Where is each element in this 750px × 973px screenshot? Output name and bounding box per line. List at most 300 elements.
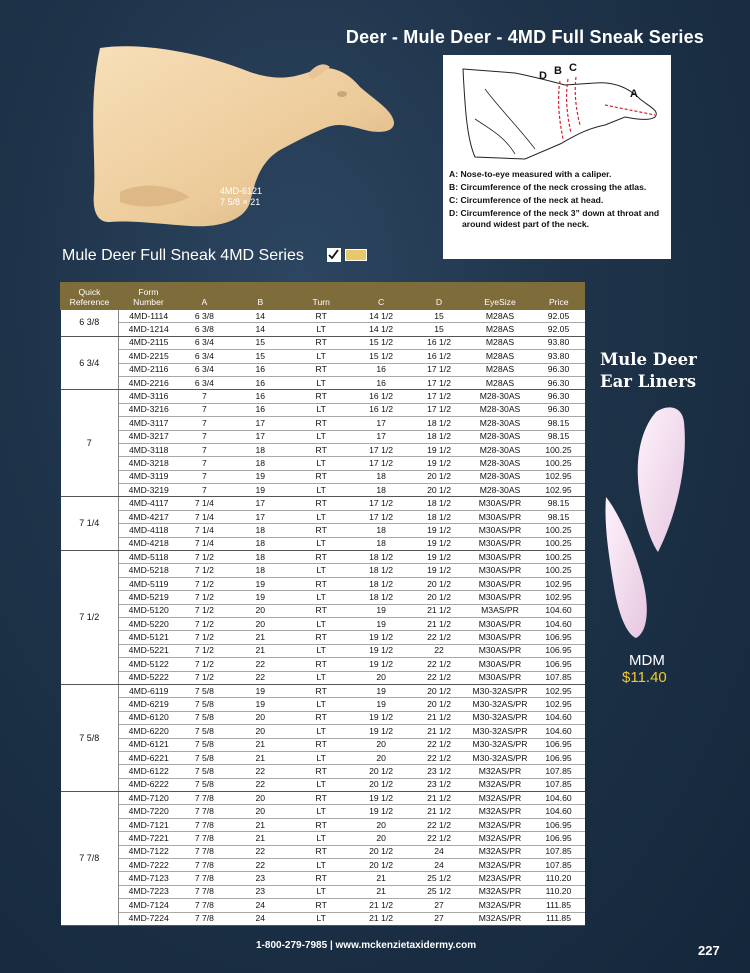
- d-cell: 19 1/2: [410, 524, 468, 537]
- a-cell: 7 1/2: [178, 644, 230, 657]
- b-cell: 23: [230, 872, 290, 885]
- b-cell: 20: [230, 617, 290, 630]
- form-caption: [220, 186, 262, 208]
- table-row: [61, 805, 586, 818]
- table-row: [61, 859, 586, 872]
- form-number-cell: 4MD-1114: [118, 310, 178, 323]
- d-cell: 24: [410, 845, 468, 858]
- price-cell: 96.30: [532, 390, 585, 403]
- price-cell: 100.25: [532, 457, 585, 470]
- c-cell: 14 1/2: [352, 310, 410, 323]
- form-number-cell: 4MD-2215: [118, 350, 178, 363]
- a-cell: 7 7/8: [178, 885, 230, 898]
- eyesize-cell: M30AS/PR: [468, 617, 532, 630]
- eyesize-cell: M30-32AS/PR: [468, 751, 532, 764]
- d-cell: 17 1/2: [410, 390, 468, 403]
- c-cell: 18: [352, 470, 410, 483]
- price-cell: 102.95: [532, 684, 585, 697]
- turn-cell: LT: [290, 457, 352, 470]
- d-cell: 17 1/2: [410, 376, 468, 389]
- b-cell: 16: [230, 363, 290, 376]
- b-cell: 19: [230, 484, 290, 497]
- a-cell: 7 7/8: [178, 845, 230, 858]
- c-cell: 20 1/2: [352, 859, 410, 872]
- eyesize-cell: M32AS/PR: [468, 792, 532, 805]
- b-cell: 19: [230, 577, 290, 590]
- header-quick-reference-label: Quick Reference: [69, 287, 110, 307]
- b-cell: 22: [230, 845, 290, 858]
- form-number-cell: 4MD-7124: [118, 899, 178, 912]
- eyesize-cell: M28-30AS: [468, 443, 532, 456]
- a-cell: 7 7/8: [178, 805, 230, 818]
- form-number-cell: 4MD-6122: [118, 765, 178, 778]
- eyesize-cell: M30AS/PR: [468, 497, 532, 510]
- turn-cell: RT: [290, 845, 352, 858]
- c-cell: 19: [352, 617, 410, 630]
- price-cell: 107.85: [532, 765, 585, 778]
- ear-liners-title-line1: Mule Deer: [600, 350, 697, 369]
- c-cell: 16 1/2: [352, 403, 410, 416]
- price-cell: 106.95: [532, 738, 585, 751]
- d-cell: 19 1/2: [410, 457, 468, 470]
- price-cell: 100.25: [532, 443, 585, 456]
- turn-cell: RT: [290, 336, 352, 349]
- d-cell: 17 1/2: [410, 403, 468, 416]
- turn-cell: LT: [290, 484, 352, 497]
- eyesize-cell: M32AS/PR: [468, 912, 532, 925]
- form-number-cell: 4MD-7120: [118, 792, 178, 805]
- d-cell: 20 1/2: [410, 591, 468, 604]
- header-turn: Turn: [290, 282, 352, 310]
- eyesize-cell: M28-30AS: [468, 484, 532, 497]
- turn-cell: RT: [290, 684, 352, 697]
- b-cell: 17: [230, 497, 290, 510]
- c-cell: 18 1/2: [352, 564, 410, 577]
- a-cell: 7 5/8: [178, 684, 230, 697]
- table-row: [61, 617, 586, 630]
- ear-liners-price: $11.40: [622, 669, 667, 686]
- form-number-cell: 4MD-2115: [118, 336, 178, 349]
- turn-cell: LT: [290, 725, 352, 738]
- c-cell: 17 1/2: [352, 457, 410, 470]
- a-cell: 7 1/2: [178, 577, 230, 590]
- checkbox-icon: [327, 248, 341, 262]
- turn-cell: RT: [290, 417, 352, 430]
- eyesize-cell: M30-32AS/PR: [468, 725, 532, 738]
- price-cell: 107.85: [532, 859, 585, 872]
- turn-cell: RT: [290, 390, 352, 403]
- diagram-notes: [449, 169, 667, 232]
- b-cell: 21: [230, 644, 290, 657]
- c-cell: 17: [352, 417, 410, 430]
- price-cell: 100.25: [532, 564, 585, 577]
- form-number-cell: 4MD-5120: [118, 604, 178, 617]
- eyesize-cell: M28-30AS: [468, 430, 532, 443]
- b-cell: 15: [230, 336, 290, 349]
- eyesize-cell: M28AS: [468, 376, 532, 389]
- price-cell: 107.85: [532, 671, 585, 684]
- b-cell: 24: [230, 912, 290, 925]
- header-d: D: [410, 282, 468, 310]
- quick-reference-cell: 6 3/4: [61, 336, 119, 390]
- turn-cell: LT: [290, 751, 352, 764]
- price-cell: 100.25: [532, 524, 585, 537]
- d-cell: 20 1/2: [410, 577, 468, 590]
- turn-cell: RT: [290, 738, 352, 751]
- c-cell: 19 1/2: [352, 805, 410, 818]
- table-row: [61, 751, 586, 764]
- b-cell: 18: [230, 564, 290, 577]
- price-cell: 102.95: [532, 484, 585, 497]
- price-cell: 106.95: [532, 644, 585, 657]
- turn-cell: LT: [290, 778, 352, 791]
- a-cell: 7 5/8: [178, 765, 230, 778]
- d-cell: 18 1/2: [410, 417, 468, 430]
- eyesize-cell: M32AS/PR: [468, 859, 532, 872]
- a-cell: 7 1/4: [178, 524, 230, 537]
- a-cell: 6 3/8: [178, 323, 230, 336]
- turn-cell: LT: [290, 617, 352, 630]
- b-cell: 17: [230, 430, 290, 443]
- d-cell: 24: [410, 859, 468, 872]
- diagram-label-d: D: [539, 70, 547, 82]
- price-cell: 100.25: [532, 537, 585, 550]
- price-cell: 104.60: [532, 792, 585, 805]
- price-cell: 98.15: [532, 510, 585, 523]
- b-cell: 20: [230, 711, 290, 724]
- eyesize-cell: M30AS/PR: [468, 631, 532, 644]
- price-cell: 104.60: [532, 617, 585, 630]
- b-cell: 22: [230, 765, 290, 778]
- section-heading: Mule Deer Full Sneak 4MD Series: [62, 247, 304, 264]
- d-cell: 19 1/2: [410, 564, 468, 577]
- c-cell: 21 1/2: [352, 899, 410, 912]
- table-row: [61, 604, 586, 617]
- table-header-row: [61, 282, 586, 310]
- measurement-diagram: [443, 55, 671, 259]
- turn-cell: LT: [290, 832, 352, 845]
- eyesize-cell: M30AS/PR: [468, 551, 532, 564]
- form-number-cell: 4MD-2216: [118, 376, 178, 389]
- b-cell: 18: [230, 457, 290, 470]
- price-cell: 96.30: [532, 376, 585, 389]
- table-row: [61, 363, 586, 376]
- eyesize-cell: M30AS/PR: [468, 591, 532, 604]
- turn-cell: LT: [290, 510, 352, 523]
- price-cell: 104.60: [532, 725, 585, 738]
- price-cell: 106.95: [532, 751, 585, 764]
- table-row: [61, 497, 586, 510]
- table-row: [61, 698, 586, 711]
- a-cell: 7 7/8: [178, 872, 230, 885]
- table-row: [61, 738, 586, 751]
- a-cell: 7 7/8: [178, 792, 230, 805]
- diagram-note-a: A: Nose-to-eye measured with a caliper.: [449, 169, 612, 179]
- table-row: [61, 591, 586, 604]
- form-number-cell: 4MD-3118: [118, 443, 178, 456]
- b-cell: 21: [230, 818, 290, 831]
- d-cell: 21 1/2: [410, 792, 468, 805]
- form-caption-code: 4MD-6121: [220, 186, 263, 196]
- eyesize-cell: M32AS/PR: [468, 885, 532, 898]
- price-cell: 92.05: [532, 323, 585, 336]
- eyesize-cell: M30AS/PR: [468, 524, 532, 537]
- turn-cell: RT: [290, 765, 352, 778]
- d-cell: 22 1/2: [410, 832, 468, 845]
- b-cell: 22: [230, 658, 290, 671]
- price-cell: 107.85: [532, 778, 585, 791]
- eyesize-cell: M28-30AS: [468, 417, 532, 430]
- header-b: B: [230, 282, 290, 310]
- eyesize-cell: M30AS/PR: [468, 644, 532, 657]
- turn-cell: LT: [290, 564, 352, 577]
- form-number-cell: 4MD-6220: [118, 725, 178, 738]
- d-cell: 22 1/2: [410, 631, 468, 644]
- d-cell: 22 1/2: [410, 818, 468, 831]
- diagram-label-c: C: [569, 62, 577, 74]
- table-row: [61, 577, 586, 590]
- form-number-cell: 4MD-7122: [118, 845, 178, 858]
- table-row: [61, 845, 586, 858]
- turn-cell: RT: [290, 899, 352, 912]
- form-number-cell: 4MD-4118: [118, 524, 178, 537]
- turn-cell: LT: [290, 671, 352, 684]
- price-cell: 104.60: [532, 805, 585, 818]
- a-cell: 7 7/8: [178, 859, 230, 872]
- form-number-cell: 4MD-7123: [118, 872, 178, 885]
- eyesize-cell: M28AS: [468, 350, 532, 363]
- table-row: [61, 350, 586, 363]
- form-number-cell: 4MD-5122: [118, 658, 178, 671]
- b-cell: 15: [230, 350, 290, 363]
- table-row: [61, 564, 586, 577]
- price-cell: 96.30: [532, 403, 585, 416]
- eyesize-cell: M30-32AS/PR: [468, 698, 532, 711]
- turn-cell: RT: [290, 711, 352, 724]
- table-row: [61, 417, 586, 430]
- d-cell: 18 1/2: [410, 430, 468, 443]
- table-row: [61, 832, 586, 845]
- price-cell: 102.95: [532, 591, 585, 604]
- turn-cell: LT: [290, 430, 352, 443]
- d-cell: 27: [410, 912, 468, 925]
- quick-reference-cell: 7 1/2: [61, 551, 119, 685]
- a-cell: 7 1/4: [178, 497, 230, 510]
- c-cell: 15 1/2: [352, 336, 410, 349]
- turn-cell: LT: [290, 698, 352, 711]
- quick-reference-cell: 7 7/8: [61, 792, 119, 926]
- a-cell: 7 7/8: [178, 832, 230, 845]
- table-row: [61, 658, 586, 671]
- table-row: [61, 443, 586, 456]
- header-quick-reference: [61, 282, 119, 310]
- b-cell: 14: [230, 323, 290, 336]
- c-cell: 18: [352, 537, 410, 550]
- form-number-cell: 4MD-7223: [118, 885, 178, 898]
- d-cell: 22 1/2: [410, 751, 468, 764]
- b-cell: 21: [230, 832, 290, 845]
- a-cell: 7 1/2: [178, 658, 230, 671]
- form-number-cell: 4MD-7224: [118, 912, 178, 925]
- a-cell: 7: [178, 484, 230, 497]
- table-row: [61, 524, 586, 537]
- c-cell: 18 1/2: [352, 551, 410, 564]
- eyesize-cell: M32AS/PR: [468, 899, 532, 912]
- price-cell: 104.60: [532, 711, 585, 724]
- turn-cell: RT: [290, 658, 352, 671]
- b-cell: 20: [230, 805, 290, 818]
- b-cell: 18: [230, 443, 290, 456]
- b-cell: 22: [230, 859, 290, 872]
- d-cell: 21 1/2: [410, 711, 468, 724]
- price-cell: 110.20: [532, 872, 585, 885]
- eyesize-cell: M30AS/PR: [468, 537, 532, 550]
- a-cell: 7: [178, 390, 230, 403]
- eyesize-cell: M30AS/PR: [468, 671, 532, 684]
- c-cell: 19 1/2: [352, 658, 410, 671]
- form-number-cell: 4MD-7222: [118, 859, 178, 872]
- b-cell: 18: [230, 537, 290, 550]
- turn-cell: LT: [290, 859, 352, 872]
- b-cell: 16: [230, 376, 290, 389]
- price-cell: 106.95: [532, 818, 585, 831]
- a-cell: 7 5/8: [178, 751, 230, 764]
- form-number-cell: 4MD-7220: [118, 805, 178, 818]
- a-cell: 7 5/8: [178, 711, 230, 724]
- form-number-cell: 4MD-5118: [118, 551, 178, 564]
- b-cell: 19: [230, 684, 290, 697]
- a-cell: 7 7/8: [178, 899, 230, 912]
- form-number-cell: 4MD-7221: [118, 832, 178, 845]
- a-cell: 7 1/2: [178, 591, 230, 604]
- d-cell: 21 1/2: [410, 617, 468, 630]
- diagram-note-d: D: Circumference of the neck 3” down at throat and around widest part of the neck.: [449, 208, 660, 229]
- eyesize-cell: M28AS: [468, 310, 532, 323]
- b-cell: 16: [230, 390, 290, 403]
- table-row: [61, 470, 586, 483]
- a-cell: 7: [178, 457, 230, 470]
- turn-cell: LT: [290, 805, 352, 818]
- turn-cell: RT: [290, 818, 352, 831]
- form-number-cell: 4MD-3216: [118, 403, 178, 416]
- table-row: [61, 430, 586, 443]
- table-row: [61, 310, 586, 323]
- table-row: [61, 376, 586, 389]
- table-row: [61, 551, 586, 564]
- a-cell: 7 7/8: [178, 818, 230, 831]
- form-number-cell: 4MD-4117: [118, 497, 178, 510]
- c-cell: 17 1/2: [352, 443, 410, 456]
- d-cell: 20 1/2: [410, 484, 468, 497]
- eyesize-cell: M28AS: [468, 336, 532, 349]
- turn-cell: RT: [290, 604, 352, 617]
- price-cell: 102.95: [532, 577, 585, 590]
- table-row: [61, 684, 586, 697]
- b-cell: 19: [230, 698, 290, 711]
- b-cell: 17: [230, 510, 290, 523]
- b-cell: 20: [230, 604, 290, 617]
- turn-cell: RT: [290, 497, 352, 510]
- c-cell: 21: [352, 885, 410, 898]
- eyesize-cell: M32AS/PR: [468, 765, 532, 778]
- c-cell: 16 1/2: [352, 390, 410, 403]
- eyesize-cell: M30-32AS/PR: [468, 711, 532, 724]
- c-cell: 20 1/2: [352, 765, 410, 778]
- b-cell: 22: [230, 671, 290, 684]
- price-cell: 110.20: [532, 885, 585, 898]
- a-cell: 7 1/2: [178, 671, 230, 684]
- d-cell: 20 1/2: [410, 698, 468, 711]
- table-row: [61, 899, 586, 912]
- eyesize-cell: M3AS/PR: [468, 604, 532, 617]
- eyesize-cell: M32AS/PR: [468, 805, 532, 818]
- price-cell: 104.60: [532, 604, 585, 617]
- table-row: [61, 872, 586, 885]
- table-row: [61, 818, 586, 831]
- turn-cell: RT: [290, 792, 352, 805]
- header-form-number-label: Form Number: [133, 287, 164, 307]
- d-cell: 23 1/2: [410, 778, 468, 791]
- d-cell: 22 1/2: [410, 738, 468, 751]
- eyesize-cell: M30AS/PR: [468, 658, 532, 671]
- turn-cell: LT: [290, 537, 352, 550]
- a-cell: 6 3/4: [178, 350, 230, 363]
- a-cell: 7 5/8: [178, 778, 230, 791]
- diagram-note-b: B: Circumference of the neck crossing the atlas.: [449, 182, 647, 192]
- d-cell: 16 1/2: [410, 336, 468, 349]
- eyesize-cell: M32AS/PR: [468, 845, 532, 858]
- turn-cell: RT: [290, 470, 352, 483]
- price-cell: 106.95: [532, 832, 585, 845]
- table-row: [61, 711, 586, 724]
- header-a: A: [178, 282, 230, 310]
- d-cell: 25 1/2: [410, 872, 468, 885]
- d-cell: 23 1/2: [410, 765, 468, 778]
- table-row: [61, 671, 586, 684]
- table-body: [61, 310, 586, 925]
- table-row: [61, 336, 586, 349]
- b-cell: 18: [230, 551, 290, 564]
- table-row: [61, 765, 586, 778]
- diagram-label-a: A: [630, 88, 638, 100]
- c-cell: 20 1/2: [352, 778, 410, 791]
- d-cell: 15: [410, 310, 468, 323]
- badge-icon: [345, 249, 367, 261]
- form-number-cell: 4MD-3119: [118, 470, 178, 483]
- form-number-cell: 4MD-2116: [118, 363, 178, 376]
- turn-cell: RT: [290, 363, 352, 376]
- a-cell: 6 3/4: [178, 336, 230, 349]
- form-number-cell: 4MD-4217: [118, 510, 178, 523]
- a-cell: 7 1/2: [178, 604, 230, 617]
- page-number: 227: [698, 943, 720, 958]
- table-row: [61, 537, 586, 550]
- form-number-cell: 4MD-5221: [118, 644, 178, 657]
- ear-liners-title: [600, 349, 697, 393]
- a-cell: 7 7/8: [178, 912, 230, 925]
- a-cell: 7: [178, 403, 230, 416]
- eyesize-cell: M32AS/PR: [468, 818, 532, 831]
- form-number-cell: 4MD-5121: [118, 631, 178, 644]
- b-cell: 21: [230, 631, 290, 644]
- b-cell: 14: [230, 310, 290, 323]
- quick-reference-cell: 7 5/8: [61, 684, 119, 791]
- header-price: Price: [532, 282, 585, 310]
- form-number-cell: 4MD-5222: [118, 671, 178, 684]
- ear-liners-title-line2: Ear Liners: [600, 372, 697, 391]
- turn-cell: RT: [290, 551, 352, 564]
- diagram-note-c: C: Circumference of the neck at head.: [449, 195, 604, 205]
